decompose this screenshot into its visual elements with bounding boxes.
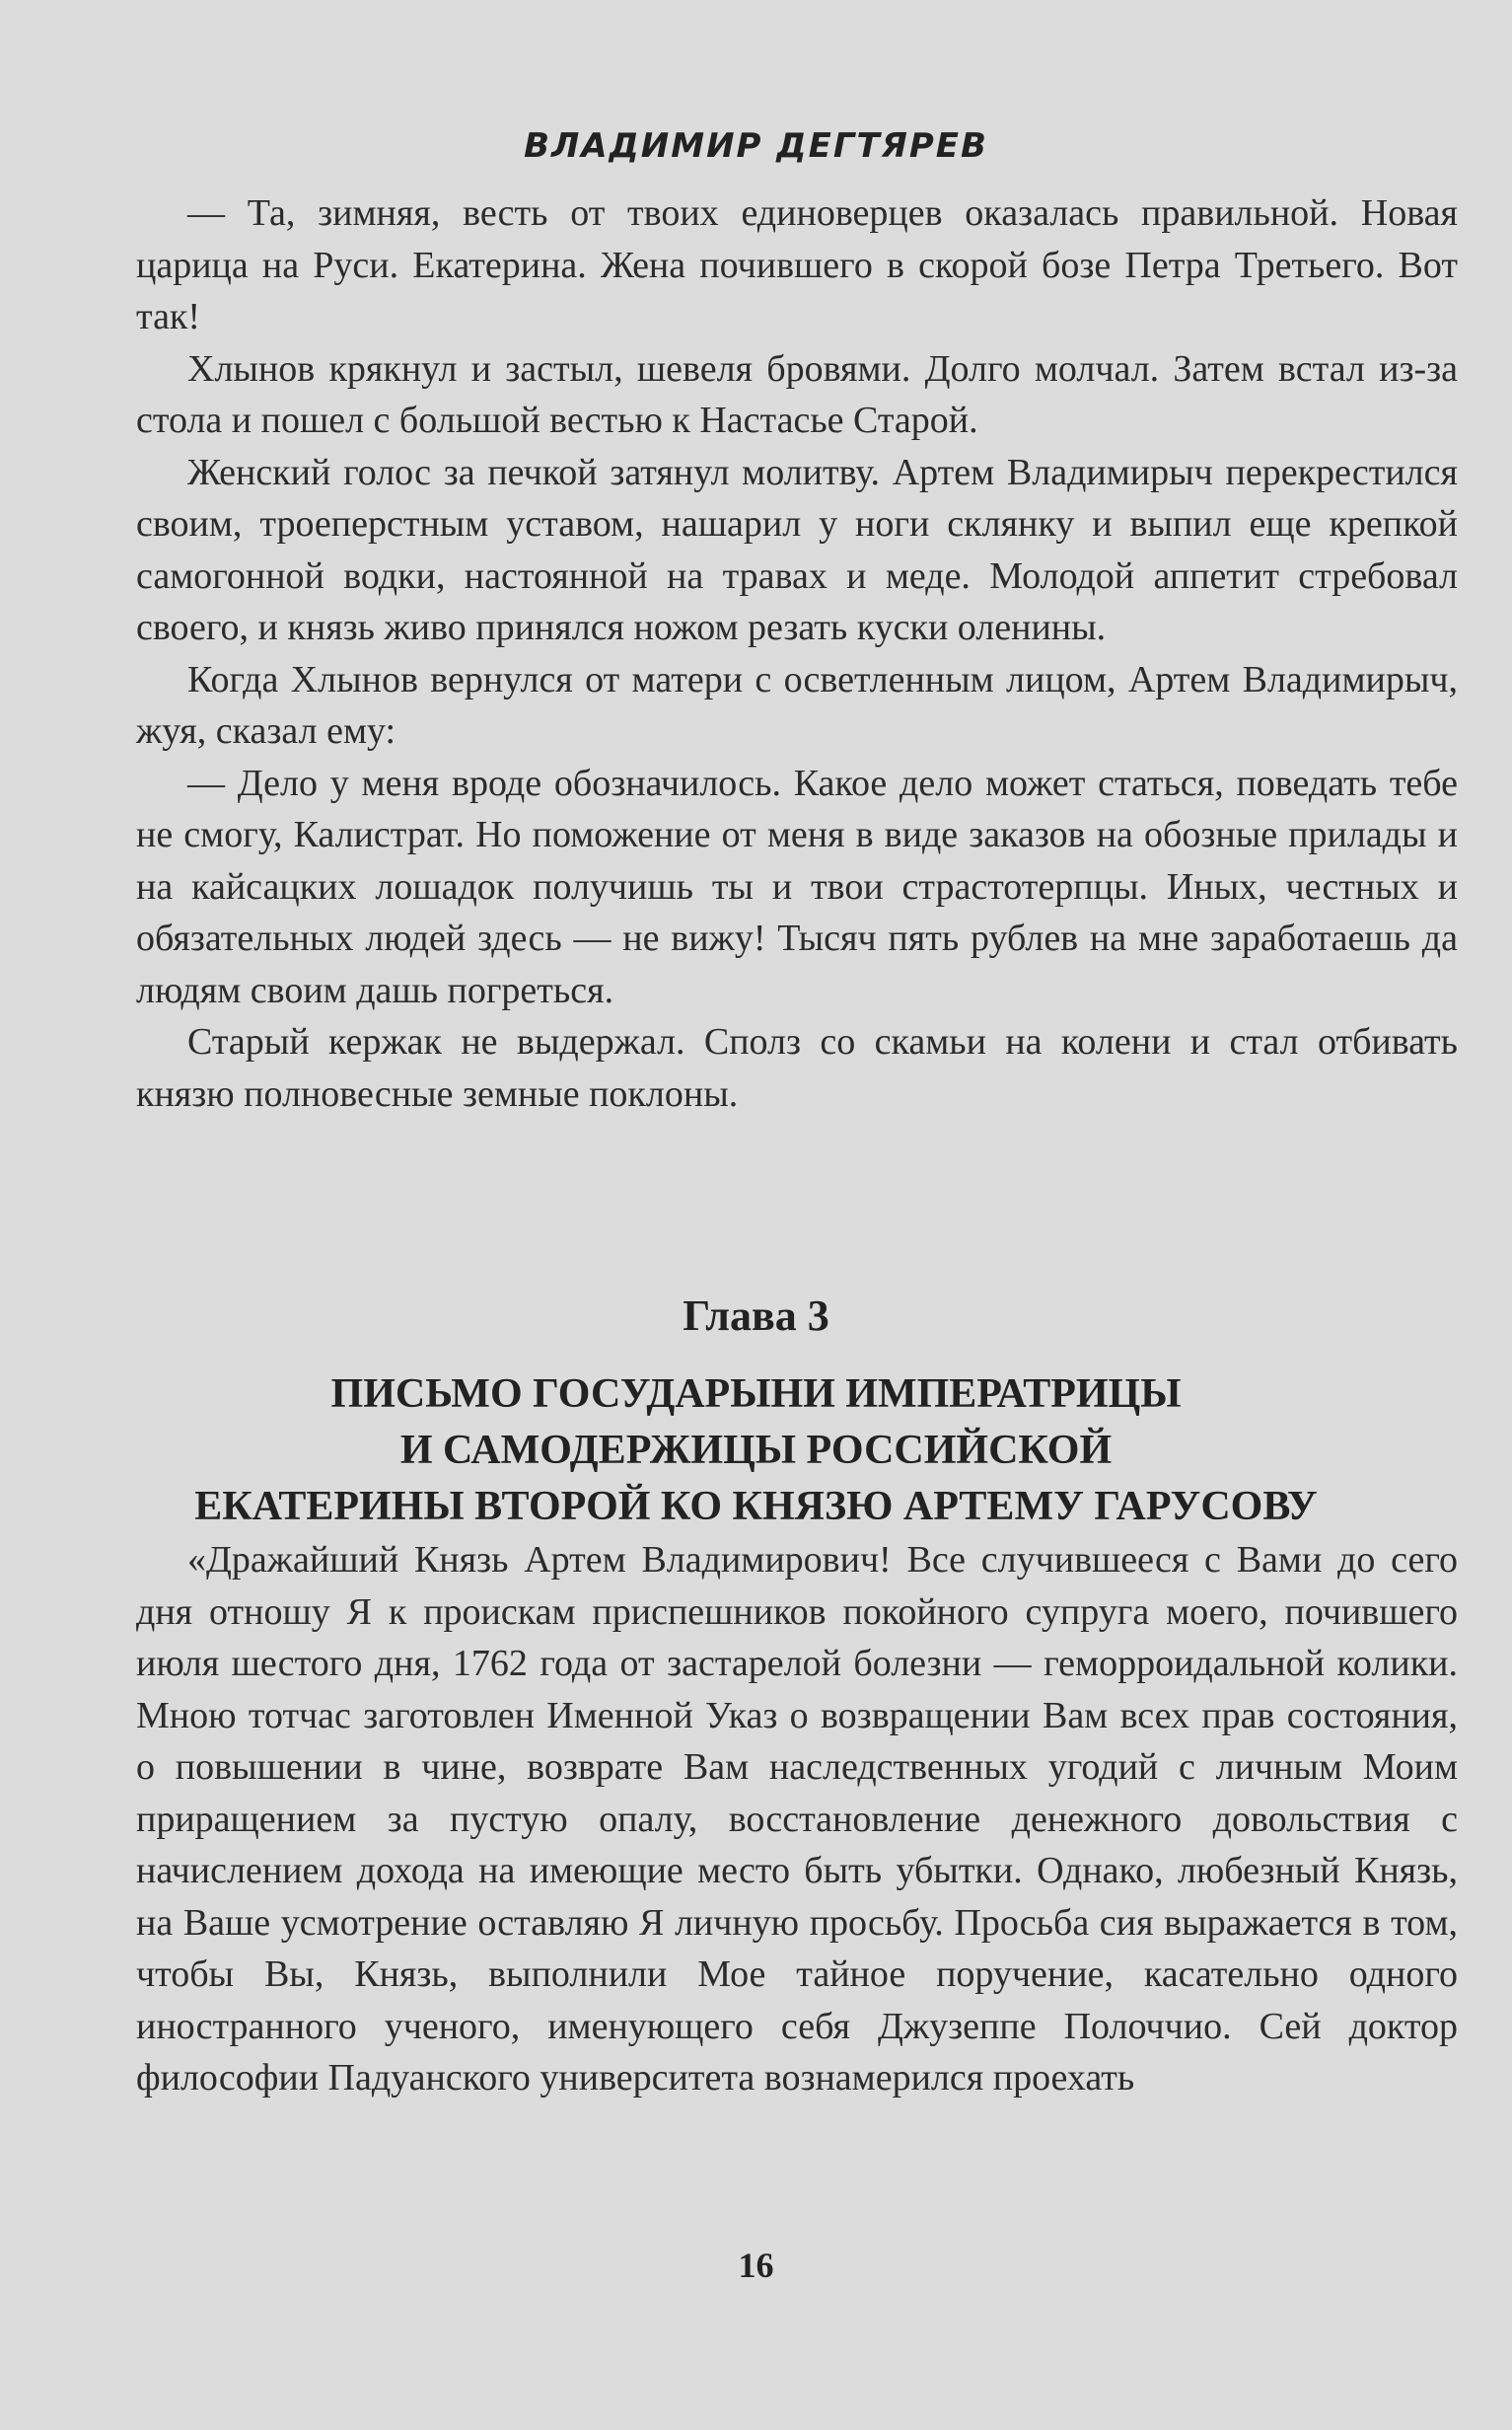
running-header: ВЛАДИМИР ДЕГТЯРЕВ [524, 126, 988, 166]
top-text-block [136, 187, 1458, 1120]
chapter-title-line: ЕКАТЕРИНЫ ВТОРОЙ КО КНЯЗЮ АРТЕМУ ГАРУСОВУ [194, 1484, 1318, 1529]
chapter-title [0, 1366, 1512, 1535]
chapter-title-line: ПИСЬМО ГОСУДАРЫНИ ИМПЕРАТРИЦЫ [330, 1371, 1182, 1417]
letter-text-block [136, 1534, 1458, 2104]
page-number: 16 [738, 2246, 774, 2285]
paragraph: «Дражайший Князь Артем Владимирович! Все случившееся с Вами до сего дня отношу Я к проискам приспешников покойного супруга моего, почившего июля шестого дня, 1762 года от застарелой болезни — геморроидальной колики. Мною тотчас заготовлен Именной Указ о возвращении Вам всех прав состояния, о повышении в чине, возврате Вам наследственных угодий с личным Моим приращением за пустую опалу, восстановление денежного довольствия с начислением дохода на имеющие место быть убытки. Однако, любезный Князь, на Ваше усмотрение оставляю Я личную просьбу. Просьба сия выражается в том, чтобы Вы, Князь, выполнили Мое тайное поручение, касательно одного иностранного ученого, именующего себя Джузеппе Полоччио. Сей доктор философии Падуанского университета вознамерился проехать [136, 1539, 1458, 2099]
paragraph: Хлынов крякнул и застыл, шевеля бровями. Долго молчал. Затем встал из-за стола и пошел с большой вестью к Настасье Старой. [136, 347, 1458, 441]
paragraph: Когда Хлынов вернулся от матери с осветленным лицом, Артем Владимирыч, жуя, сказал ему: [136, 658, 1458, 752]
paragraph: — Та, зимняя, весть от твоих единоверцев оказалась правильной. Новая царица на Руси. Екатерина. Жена почившего в скорой бозе Петра Третьего. Вот так! [136, 192, 1458, 337]
paragraph: — Дело у меня вроде обозначилось. Какое дело может статься, поведать тебе не смогу, Калистрат. Но поможение от меня в виде заказов на обозные прилады и на кайсацких лошадок получишь ты и твои страстотерпцы. Иных, честных и обязательных людей здесь — не вижу! Тысяч пять рублев на мне заработаешь да людям своим дашь погреться. [136, 762, 1458, 1011]
paragraph: Женский голос за печкой затянул молитву. Артем Владимирыч перекрестился своим, троеперстным уставом, нашарил у ноги склянку и выпил еще крепкой самогонной водки, настоянной на травах и меде. Молодой аппетит стребовал своего, и князь живо принялся ножом резать куски оленины. [136, 451, 1458, 648]
chapter-title-line: И САМОДЕРЖИЦЫ РОССИЙСКОЙ [399, 1428, 1113, 1473]
paragraph: Старый кержак не выдержал. Сполз со скамьи на колени и стал отбивать князю полновесные земные поклоны. [136, 1021, 1458, 1115]
chapter-label: Глава 3 [683, 1291, 829, 1340]
